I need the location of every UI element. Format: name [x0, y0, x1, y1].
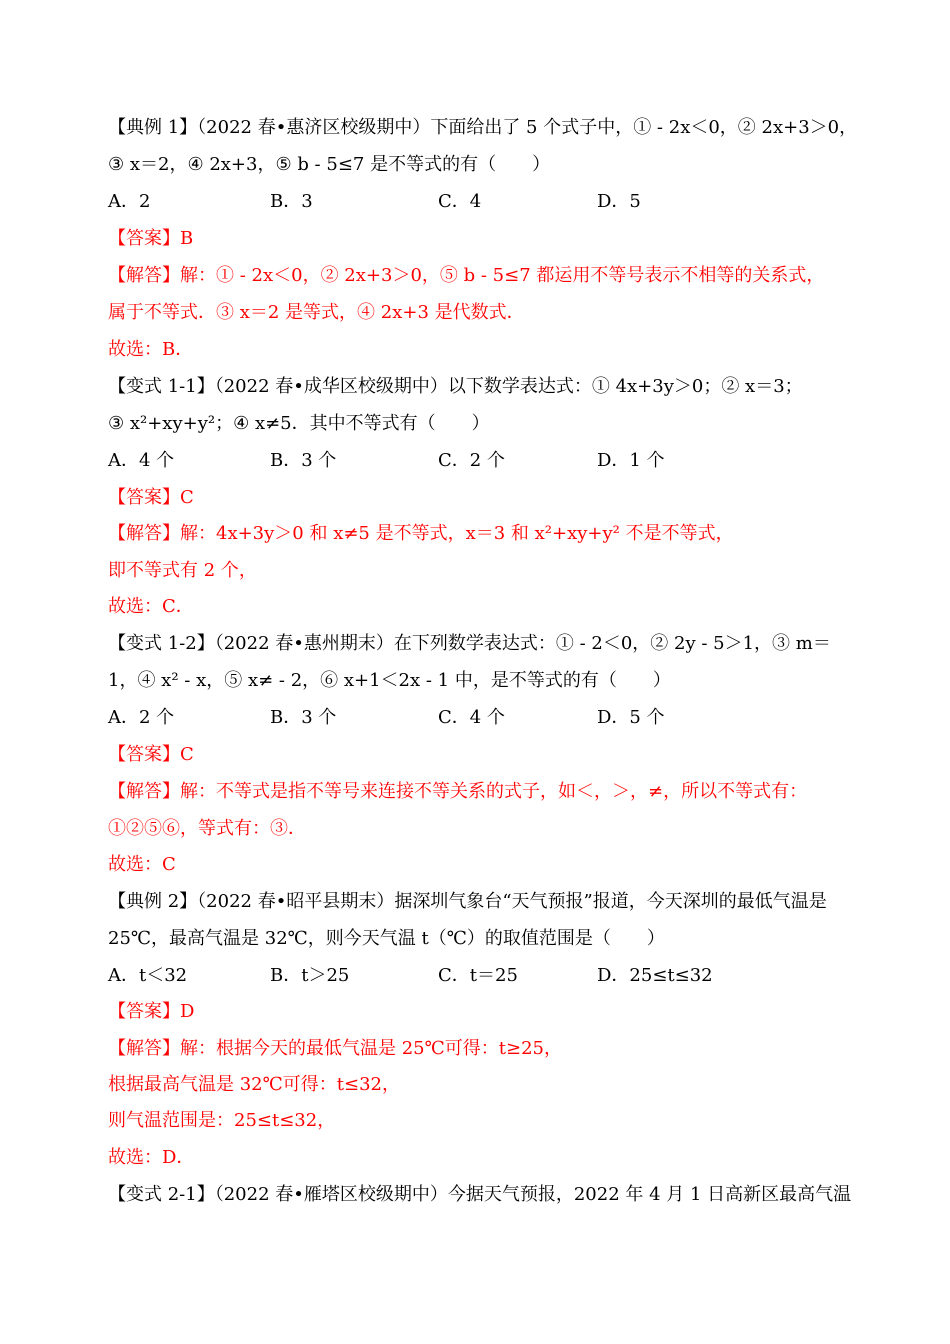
q2-stem-line2: ③ x²+xy+y²；④ x≠5．其中不等式有（ ） [108, 413, 490, 434]
q1-option-c: C．4 [438, 191, 482, 212]
q1-option-b: B．3 [270, 191, 313, 212]
q3-solution-line3: 故选：C [108, 854, 176, 875]
q2-option-c: C．2 个 [438, 450, 505, 471]
q1-option-d: D．5 [597, 191, 641, 212]
q4-option-a: A．t＜32 [108, 965, 188, 986]
q1-stem-line2: ③ x＝2，④ 2x+3，⑤ b - 5≤7 是不等式的有（ ） [108, 154, 551, 175]
q4-solution-line2: 根据最高气温是 32℃可得：t≤32， [108, 1074, 400, 1095]
q2-solution-line2: 即不等式有 2 个， [108, 560, 257, 581]
q1-solution-line1: 【解答】解：① - 2x＜0，② 2x+3＞0，⑤ b - 5≤7 都运用不等号表示不相等的关系式， [108, 265, 825, 286]
q2-solution-line3: 故选：C． [108, 596, 194, 617]
q5-stem-line1: 【变式 2-1】（2022 春•雁塔区校级期中）今据天气预报，2022 年 4 月 1 日高新区最高气温 [108, 1184, 852, 1205]
q3-option-d: D．5 个 [597, 707, 665, 728]
q3-option-a: A．2 个 [108, 707, 175, 728]
q4-answer: 【答案】D [108, 1001, 195, 1022]
q4-solution-line4: 故选：D． [108, 1147, 195, 1168]
q2-option-a: A．4 个 [108, 450, 175, 471]
q2-stem-line1: 【变式 1-1】（2022 春•成华区校级期中）以下数学表达式：① 4x+3y＞0；② x＝3； [108, 376, 803, 397]
q4-option-b: B．t＞25 [270, 965, 350, 986]
q3-option-c: C．4 个 [438, 707, 505, 728]
q2-answer: 【答案】C [108, 487, 194, 508]
q2-option-b: B．3 个 [270, 450, 337, 471]
q4-option-c: C．t＝25 [438, 965, 518, 986]
q3-solution-line2: ①②⑤⑥，等式有：③． [108, 818, 306, 839]
q1-answer: 【答案】B [108, 228, 194, 249]
q4-solution-line1: 【解答】解：根据今天的最低气温是 25℃可得：t≥25， [108, 1038, 562, 1059]
q1-option-a: A．2 [108, 191, 151, 212]
q4-stem-line1: 【典例 2】（2022 春•昭平县期末）据深圳气象台“天气预报”报道，今天深圳的最低气温是 [108, 891, 827, 912]
q2-solution-line1: 【解答】解：4x+3y＞0 和 x≠5 是不等式，x＝3 和 x²+xy+y² 不是不等式， [108, 523, 734, 544]
q3-solution-line1: 【解答】解：不等式是指不等号来连接不等关系的式子，如＜，＞，≠，所以不等式有： [108, 781, 808, 802]
q1-stem-line1: 【典例 1】（2022 春•惠济区校级期中）下面给出了 5 个式子中，① - 2x＜0，② 2x+3＞0， [108, 117, 858, 138]
q4-option-d: D．25≤t≤32 [597, 965, 713, 986]
q1-solution-line2: 属于不等式．③ x＝2 是等式，④ 2x+3 是代数式． [108, 302, 525, 323]
q2-option-d: D．1 个 [597, 450, 665, 471]
q3-answer: 【答案】C [108, 744, 194, 765]
q1-solution-line3: 故选：B． [108, 339, 194, 360]
q4-stem-line2: 25℃，最高气温是 32℃，则今天气温 t（℃）的取值范围是（ ） [108, 928, 665, 949]
q3-stem-line1: 【变式 1-2】（2022 春•惠州期末）在下列数学表达式：① - 2＜0，② 2y - 5＞1，③ m＝ [108, 633, 831, 654]
q3-stem-line2: 1，④ x² - x，⑤ x≠ - 2，⑥ x+1＜2x - 1 中，是不等式的有（ ） [108, 670, 671, 691]
q3-option-b: B．3 个 [270, 707, 337, 728]
q4-solution-line3: 则气温范围是：25≤t≤32， [108, 1110, 336, 1131]
